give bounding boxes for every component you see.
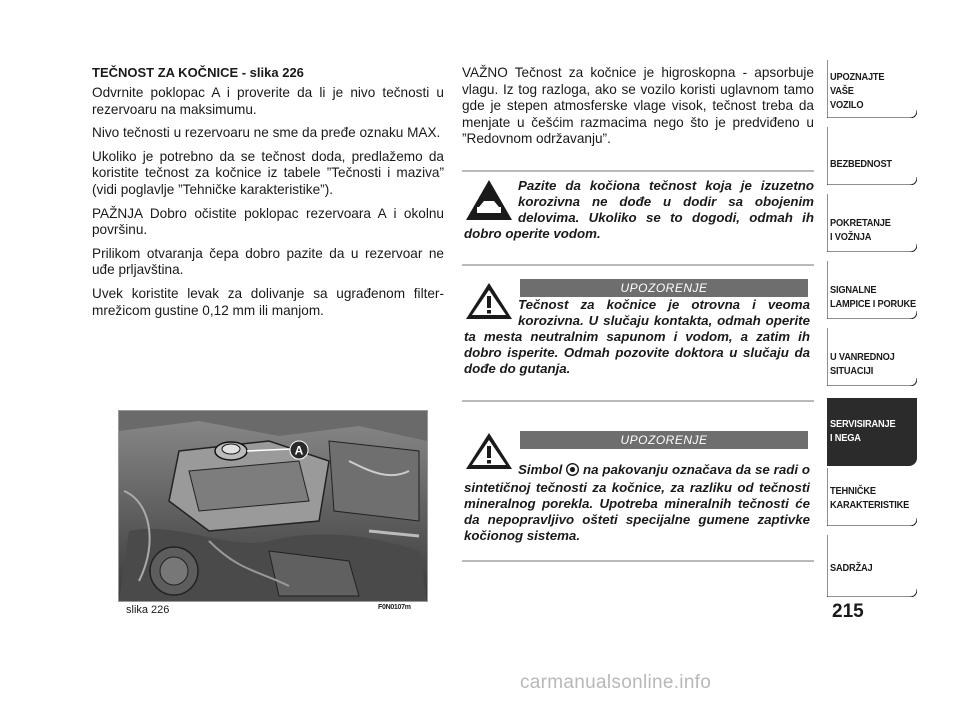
sidebar-label: TEHNIČKE KARAKTERISTIKE (830, 485, 910, 511)
sidebar-label: U VANREDNOJ SITUACIJI (830, 351, 895, 377)
paragraph: Prilikom otvaranja čepa dobro pazite da u rezervoar ne uđe prljavština. (92, 245, 444, 278)
synthetic-fluid-symbol-icon (566, 463, 579, 480)
warning-box-2 (464, 431, 810, 544)
divider (462, 170, 814, 172)
sidebar-item-tehnicke[interactable] (827, 468, 917, 526)
sidebar-item-upoznajte[interactable] (827, 60, 917, 118)
paragraph: PAŽNJA Dobro očistite poklopac rezervoara A i okolnu površinu. (92, 205, 444, 238)
warning-text-1: Tečnost za kočnice je otrovna i veoma korozivna. U slučaju kontakta, odmah operite ta mesta neutralnim sapunom i vodom, a zatim ih dobro isperite. Odmah pozovite doktora u slučaju da dođe do gutanja. (464, 297, 810, 376)
right-column (462, 65, 814, 155)
left-column (92, 65, 444, 326)
callout-label-a: A (294, 443, 304, 458)
sidebar-item-sadrzaj[interactable] (827, 535, 917, 597)
sidebar-item-vanrednoj[interactable] (827, 328, 917, 386)
sidebar-label: BEZBEDNOST (830, 158, 892, 170)
sidebar-label: UPOZNAJTE VAŠE VOZILO (830, 71, 885, 111)
divider (462, 264, 814, 266)
sidebar-item-signalne[interactable] (827, 261, 917, 319)
sidebar-item-servisiranje[interactable] (827, 398, 917, 466)
divider (462, 560, 814, 562)
sidebar-label: SADRŽAJ (830, 562, 873, 574)
sidebar-item-pokretanje[interactable] (827, 194, 917, 252)
paint-note-box (464, 178, 814, 242)
warning-triangle-icon (464, 281, 518, 321)
figure-caption: slika 226 (126, 604, 170, 616)
paint-warning-icon (464, 178, 518, 222)
warning-heading: UPOZORENJE (520, 431, 808, 449)
sidebar-label: SERVISIRANJE I NEGA (830, 418, 896, 444)
sidebar-label: SIGNALNE LAMPICE I PORUKE (830, 284, 917, 310)
page-number: 215 (832, 601, 864, 622)
sidebar-frame (827, 127, 917, 185)
warning-triangle-icon (464, 431, 518, 471)
engine-bay-figure (118, 410, 428, 602)
paragraph: Ukoliko je potrebno da se tečnost doda, predlažemo da koristite tečnost za kočnice iz tabele ”Tečnosti i maziva” (vidi poglavlje ”Tehničke karakteristike”). (92, 148, 444, 197)
figure-code: F0N0107m (378, 604, 411, 611)
divider (462, 400, 814, 402)
paint-note-text: Pazite da kočiona tečnost koja je izuzetno korozivna ne dođe u dodir sa obojenim delovima. Ukoliko se to dogodi, odmah ih dobro operite vodom. (464, 178, 814, 241)
warning-text-2-pre: Simbol (518, 462, 563, 477)
section-title: TEČNOST ZA KOČNICE - slika 226 (92, 65, 304, 80)
engine-bay-illustration (119, 411, 427, 601)
warning-heading: UPOZORENJE (520, 279, 808, 297)
sidebar-label: POKRETANJE I VOŽNJA (830, 217, 891, 243)
warning-text-2-post: na pakovanju označava da se radi o sintetičnoj tečnosti za kočnice, za razliku od tečnosti mineralnog porekla. Upotreba mineralnih tečnosti će da nepopravljivo ošteti specijalne gumene zaptivke kočionog sistema. (464, 462, 810, 543)
sidebar-item-bezbednost[interactable] (827, 127, 917, 185)
paragraph: Uvek koristite levak za dolivanje sa ugrađenom filter-mrežicom gustine 0,12 mm ili manjom. (92, 285, 444, 318)
warning-box-1 (464, 281, 810, 377)
paragraph: Odvrnite poklopac A i proverite da li je nivo tečnosti u rezervoaru na maksimumu. (92, 85, 444, 117)
paragraph: Nivo tečnosti u rezervoaru ne sme da pređe oznaku MAX. (92, 125, 441, 141)
watermark: carmanualsonline.info (520, 672, 712, 693)
important-note: VAŽNO Tečnost za kočnice je higroskopna - apsorbuje vlagu. Iz tog razloga, ako se vozilo koristi uglavnom tamo gde je stepen atmosferske vlage visok, tečnost treba da menjate u češćim razmacima nego što je predviđeno u ”Redovnom održavanju”. (462, 65, 814, 147)
